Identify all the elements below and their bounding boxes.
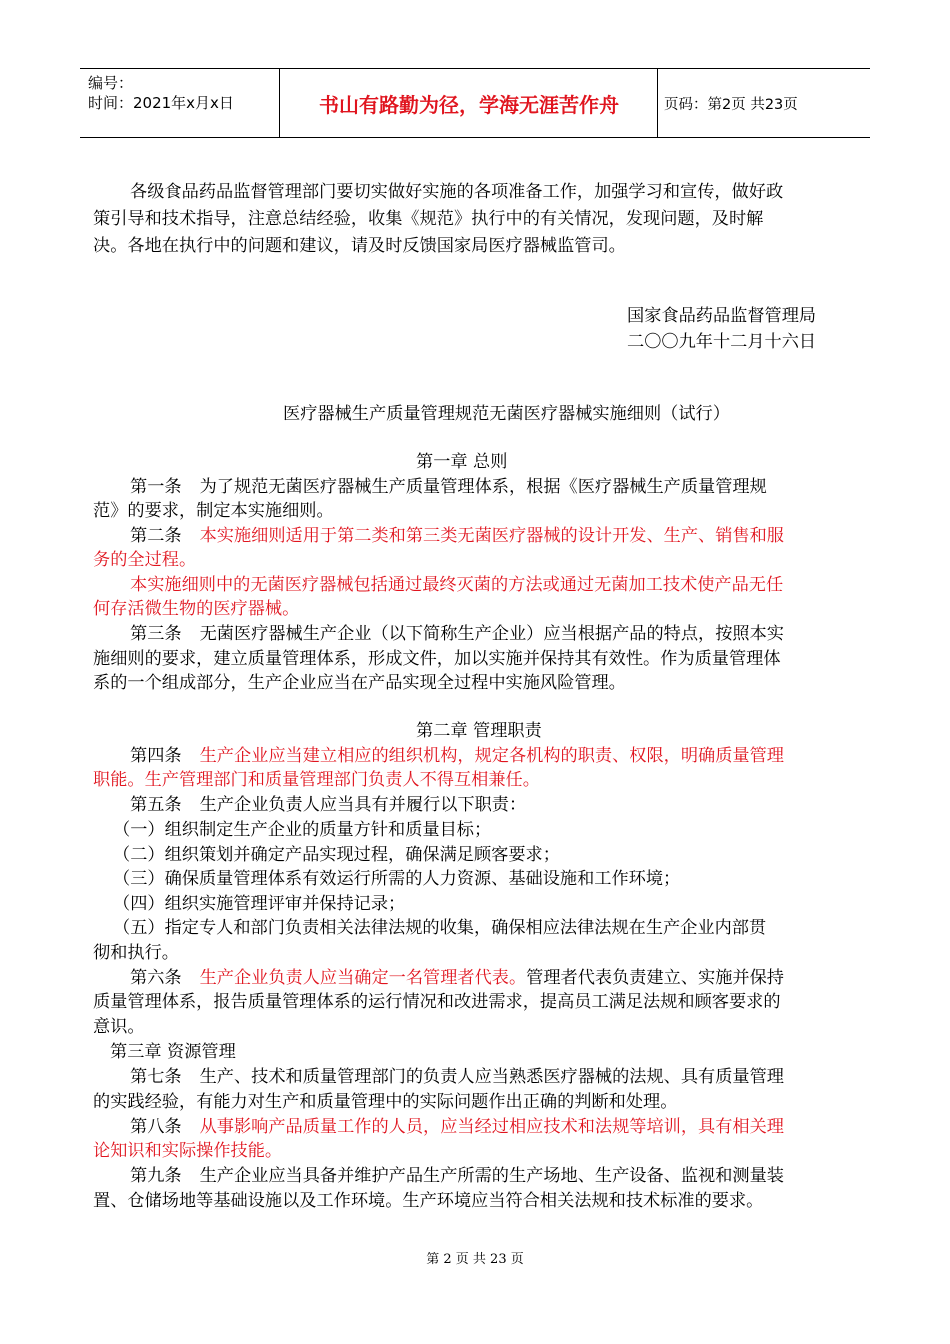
article-6-line-3: 意识。 [93,1017,145,1037]
article-3-line-3: 系的一个组成部分，生产企业应当在产品实现全过程中实施风险管理。 [93,673,626,693]
article-7-line-2: 的实践经验，有能力对生产和质量管理中的实际问题作出正确的判断和处理。 [93,1092,678,1112]
intro-line-2: 策引导和技术指导，注意总结经验，收集《规范》执行中的有关情况，发现问题，及时解 [93,209,764,229]
article-5-item-3: （三）确保质量管理体系有效运行所需的人力资源、基础设施和工作环境； [113,869,681,889]
article-2-line-2: 务的全过程。 [93,550,197,570]
article-3-label: 第三条 [130,624,182,644]
article-6-line-2: 质量管理体系，报告质量管理体系的运行情况和改进需求，提高员工满足法规和顾客要求的 [93,992,781,1012]
article-5-line-1: 第五条 生产企业负责人应当具有并履行以下职责： [130,795,527,815]
article-1-label: 第一条 [130,477,182,497]
article-7-line-1: 第七条 生产、技术和质量管理部门的负责人应当熟悉医疗器械的法规、具有质量管理 [130,1067,784,1087]
chapter-2-title: 第二章 管理职责 [416,721,542,741]
chapter-1-title: 第一章 总则 [416,452,508,472]
article-3-line-2: 施细则的要求，建立质量管理体系，形成文件，加以实施并保持其有效性。作为质量管理体 [93,649,781,669]
article-6-line-1: 第六条 生产企业负责人应当确定一名管理者代表。管理者代表负责建立、实施并保持 [130,968,784,988]
article-9-line-2: 置、仓储场地等基础设施以及工作环境。生产环境应当符合相关法规和技术标准的要求。 [93,1191,764,1211]
article-5-item-1: （一）组织制定生产企业的质量方针和质量目标； [113,820,492,840]
article-9-label: 第九条 [130,1166,182,1186]
article-2b-line-2: 何存活微生物的医疗器械。 [93,599,300,619]
article-8-line-2: 论知识和实际操作技能。 [93,1141,283,1161]
doc-title: 医疗器械生产质量管理规范无菌医疗器械实施细则（试行） [283,404,730,424]
article-2-label: 第二条 [130,526,182,546]
article-8-line-1: 第八条 从事影响产品质量工作的人员，应当经过相应技术和法规等培训，具有相关理 [130,1117,784,1137]
header-meta [80,69,280,137]
article-6-label: 第六条 [130,968,182,988]
intro-line-3: 决。各地在执行中的问题和建议，请及时反馈国家局医疗器械监管司。 [93,236,626,256]
article-3-line-1: 第三条 无菌医疗器械生产企业（以下简称生产企业）应当根据产品的特点，按照本实 [130,624,784,644]
article-4-line-2: 职能。生产管理部门和质量管理部门负责人不得互相兼任。 [93,770,540,790]
article-5-item-2: （二）组织策划并确定产品实现过程，确保满足顾客要求； [113,845,560,865]
signature-date: 二〇〇九年十二月十六日 [627,332,817,352]
article-4-line-1: 第四条 生产企业应当建立相应的组织机构，规定各机构的职责、权限，明确质量管理 [130,746,784,766]
article-5-item-4: （四）组织实施管理评审并保持记录； [113,894,406,914]
article-7-label: 第七条 [130,1067,182,1087]
page-footer: 第 2 页 共 23 页 [426,1252,524,1267]
chapter-3-title: 第三章 资源管理 [110,1042,236,1062]
article-1-line-1: 第一条 为了规范无菌医疗器械生产质量管理体系，根据《医疗器械生产质量管理规 [130,477,767,497]
article-2-line-1: 第二条 本实施细则适用于第二类和第三类无菌医疗器械的设计开发、生产、销售和服 [130,526,784,546]
article-9-line-1: 第九条 生产企业应当具备并维护产品生产所需的生产场地、生产设备、监视和测量装 [130,1166,784,1186]
article-1-line-2: 范》的要求，制定本实施细则。 [93,501,334,521]
article-5-item-5-line-2: 彻和执行。 [93,943,179,963]
article-5-item-5-line-1: （五）指定专人和部门负责相关法律法规的收集，确保相应法律法规在生产企业内部贯 [113,918,767,938]
intro-line-1: 各级食品药品监督管理部门要切实做好实施的各项准备工作，加强学习和宣传，做好政 [130,182,784,202]
page-header [80,68,870,138]
article-5-label: 第五条 [130,795,182,815]
signature-org: 国家食品药品监督管理局 [627,306,817,326]
header-motto: 书山有路勤为径，学海无涯苦作舟 [281,69,658,137]
article-4-label: 第四条 [130,746,182,766]
code-label: 编号： [88,74,134,92]
article-8-label: 第八条 [130,1117,182,1137]
article-2b-line-1: 本实施细则中的无菌医疗器械包括通过最终灭菌的方法或通过无菌加工技术使产品无任 [130,575,784,595]
header-page-info: 页码：第2页 共23页 [664,96,798,113]
date-label: 时间：2021年x月x日 [88,94,234,112]
